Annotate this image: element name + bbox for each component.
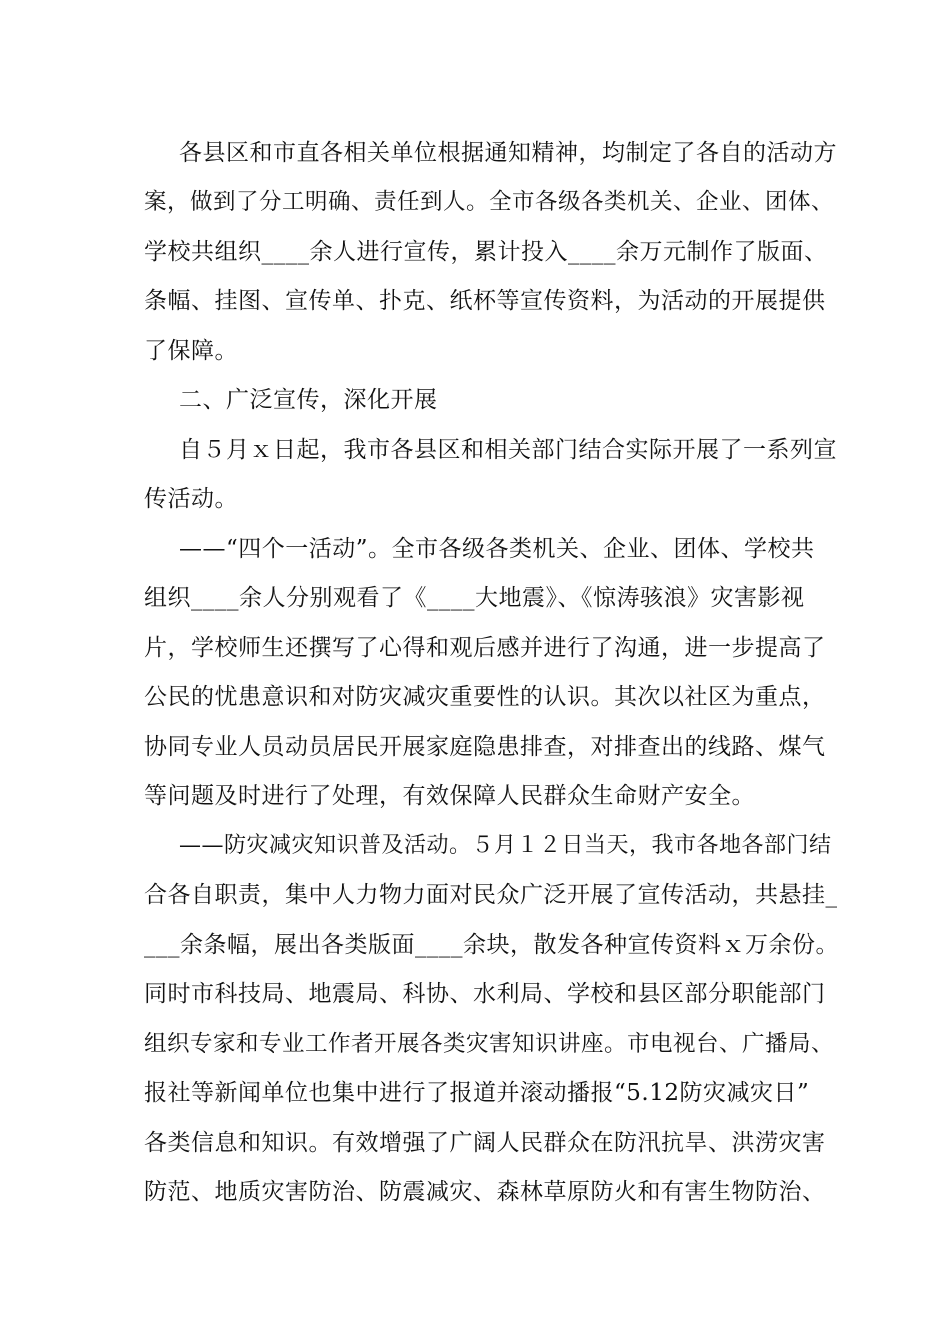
text-line: 片，学校师生还撰写了心得和观后感并进行了沟通，进一步提高了 [144,635,826,661]
text-line: 组织____余人分别观看了《____大地震》、《惊涛骇浪》灾害影视 [144,585,805,611]
text-line: ___余条幅，展出各类版面____余块，散发各种宣传资料ｘ万余份。 [144,932,839,958]
text-line: 协同专业人员动员居民开展家庭隐患排查，对排查出的线路、煤气 [144,734,826,760]
text-line: 学校共组织____余人进行宣传，累计投入____余万元制作了版面、 [144,239,828,265]
text-line: 案，做到了分工明确、责任到人。全市各级各类机关、企业、团体、 [144,189,835,215]
text-line: 条幅、挂图、宣传单、扑克、纸杯等宣传资料，为活动的开展提供 [144,288,826,314]
text-line: 组织专家和专业工作者开展各类灾害知识讲座。市电视台、广播局、 [144,1031,835,1057]
text-line: ——防灾减灾知识普及活动。５月１２日当天，我市各地各部门结 [179,833,832,858]
text-line: 同时市科技局、地震局、科协、水利局、学校和县区部分职能部门 [144,981,826,1007]
text-line: 公民的忧患意识和对防灾减灾重要性的认识。其次以社区为重点， [144,684,826,710]
text-line: 报社等新闻单位也集中进行了报道并滚动播报“5.12防灾减灾日” [144,1080,810,1106]
text-line: 传活动。 [144,486,238,512]
text-line: 合各自职责，集中人力物力面对民众广泛开展了宣传活动，共悬挂_ [144,882,838,908]
section-heading: 二、广泛宣传，深化开展 [179,387,438,413]
text-line: 了保障。 [144,338,238,364]
text-line: ——“四个一活动”。全市各级各类机关、企业、团体、学校共 [179,536,815,562]
text-line: 防范、地质灾害防治、防震减灾、森林草原防火和有害生物防治、 [144,1179,826,1205]
text-line: 各类信息和知识。有效增强了广阔人民群众在防汛抗旱、洪涝灾害 [144,1130,826,1156]
text-line: 自５月ｘ日起，我市各县区和相关部门结合实际开展了一系列宣 [179,437,837,463]
text-line: 等问题及时进行了处理，有效保障人民群众生命财产安全。 [144,783,755,809]
text-line: 各县区和市直各相关单位根据通知精神，均制定了各自的活动方 [179,140,837,166]
